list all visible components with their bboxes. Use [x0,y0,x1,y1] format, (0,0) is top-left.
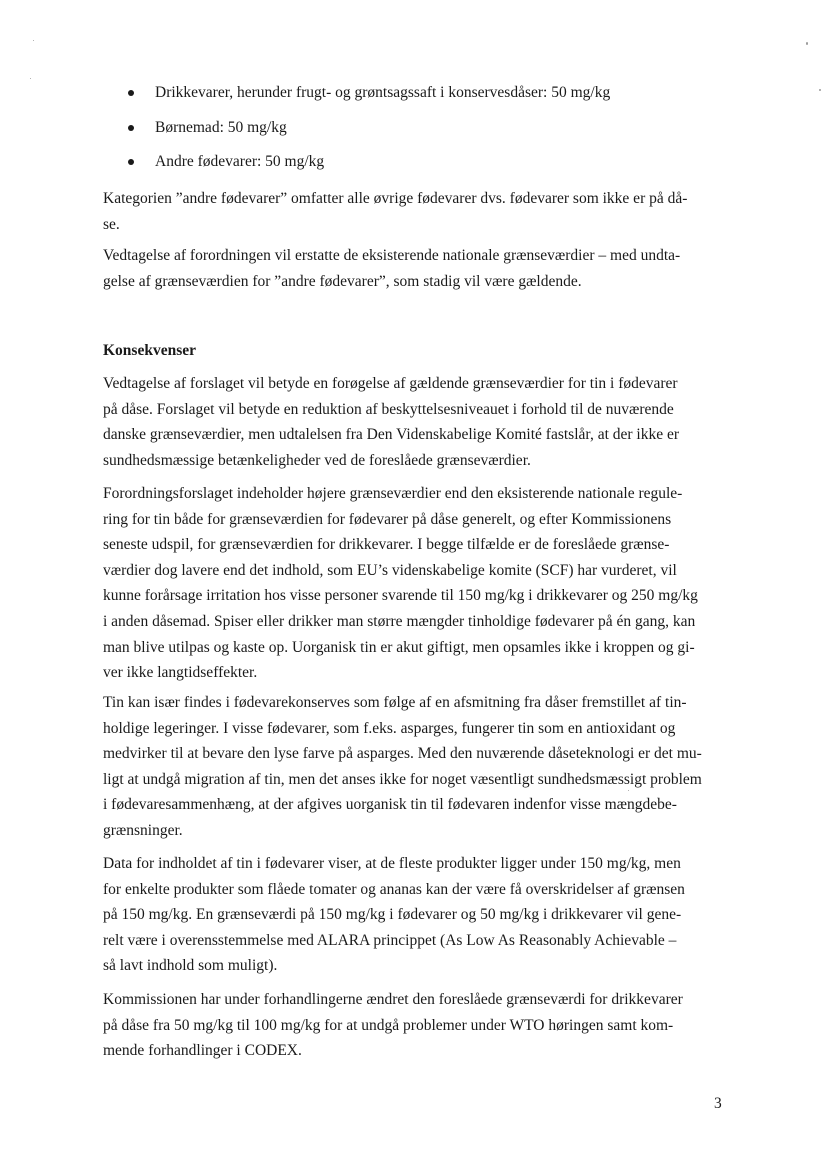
list-item-text: Drikkevarer, herunder frugt- og grøntsagssaft i konservesdåser: 50 mg/kg [155,84,611,101]
text-line: i anden dåsemad. Spiser eller drikker man større mængder tinholdige fødevarer på én gang, kan [103,612,696,630]
text-line: Forordningsforslaget indeholder højere grænseværdier end den eksisterende nationale regule- [103,485,683,502]
text-line: Kommissionen har under forhandlingerne ændret den foreslåede grænseværdi for drikkevarer [103,991,683,1008]
list-item [128,151,768,186]
paragraph-consequences [103,371,733,473]
text-line: Tin kan især findes i fødevarekonserves som følge af en afsmitning fra dåser fremstillet af tin- [103,694,687,711]
bullet-icon [128,90,134,96]
page-number: 3 [714,1095,722,1112]
paragraph-adoption-effect [103,243,733,294]
scan-speck [819,89,821,91]
section-heading: Konsekvenser [103,342,196,359]
scan-speck [33,40,34,41]
text-line: ligt at undgå migration af tin, men det anses ikke for noget væsentligt sundhedsmæssigt problem [103,770,702,788]
text-line: grænsninger. [103,821,183,839]
text-line: Kategorien ”andre fødevarer” omfatter alle øvrige fødevarer dvs. fødevarer som ikke er på då- [103,190,688,207]
paragraph-regulation-proposal [103,481,733,686]
paragraph-commission-change [103,987,733,1064]
list-item-text: Andre fødevarer: 50 mg/kg [155,153,325,170]
text-line: på dåse. Forslaget vil betyde en reduktion af beskyttelsesniveauet i forhold til de nuværende [103,400,674,418]
bullet-icon [128,125,134,131]
limit-values-list [128,82,768,186]
list-item-text: Børnemad: 50 mg/kg [155,118,287,136]
text-line: på 150 mg/kg. En grænseværdi på 150 mg/kg i fødevarer og 50 mg/kg i drikkevarer vil gene- [103,906,682,924]
list-item [128,117,768,152]
text-line: i fødevaresammenhæng, at der afgives uorganisk tin til fødevaren indenfor visse mængdebe- [103,796,677,814]
bullet-icon [128,159,134,165]
text-line: danske grænseværdier, men udtalelsen fra Den Videnskabelige Komité fastslår, at der ikke er [103,426,680,444]
scan-speck [806,42,808,45]
text-line: så lavt indhold som muligt). [103,957,278,975]
text-line: seneste udspil, for grænseværdien for drikkevarer. I begge tilfælde er de foreslåede grænse- [103,536,670,554]
text-line: værdier dog lavere end det indhold, som EU’s videnskabelige komite (SCF) har vurderet, vil [103,561,677,579]
paragraph-tin-data [103,851,733,979]
text-line: sundhedsmæssige betænkeligheder ved de foreslåede grænseværdier. [103,451,531,469]
text-line: holdige legeringer. I visse fødevarer, som f.eks. asparges, fungerer tin som en antioxidant og [103,719,676,737]
list-item [128,82,768,117]
text-line: gelse af grænseværdien for ”andre fødevarer”, som stadig vil være gældende. [103,272,582,290]
text-line: se. [103,215,120,233]
scan-speck [628,790,629,791]
text-line: ring for tin både for grænseværdien for fødevarer på dåse generelt, og efter Kommissionens [103,510,672,528]
text-line: for enkelte produkter som flåede tomater og ananas kan der være få overskridelser af grænsen [103,880,685,898]
text-line: mende forhandlinger i CODEX. [103,1042,302,1060]
text-line: Vedtagelse af forordningen vil erstatte de eksisterende nationale grænseværdier – med undta- [103,247,681,264]
paragraph-category-definition [103,186,733,237]
paragraph-tin-sources [103,690,733,844]
text-line: Vedtagelse af forslaget vil betyde en forøgelse af gældende grænseværdier for tin i fødevarer [103,375,678,392]
text-line: ver ikke langtidseffekter. [103,664,258,682]
text-line: medvirker til at bevare den lyse farve på asparges. Med den nuværende dåseteknologi er det mu- [103,745,702,763]
scan-speck [30,78,31,79]
text-line: kunne forårsage irritation hos visse personer svarende til 150 mg/kg i drikkevarer og 250 mg/kg [103,587,698,605]
text-line: på dåse fra 50 mg/kg til 100 mg/kg for at undgå problemer under WTO høringen samt kom- [103,1016,674,1034]
text-line: man blive utilpas og kaste op. Uorganisk tin er akut giftigt, men opsamles ikke i kroppen og gi- [103,638,695,656]
text-line: relt være i overensstemmelse med ALARA princippet (As Low As Reasonably Achievable – [103,931,677,949]
text-line: Data for indholdet af tin i fødevarer viser, at de fleste produkter ligger under 150 mg/kg, men [103,855,681,872]
